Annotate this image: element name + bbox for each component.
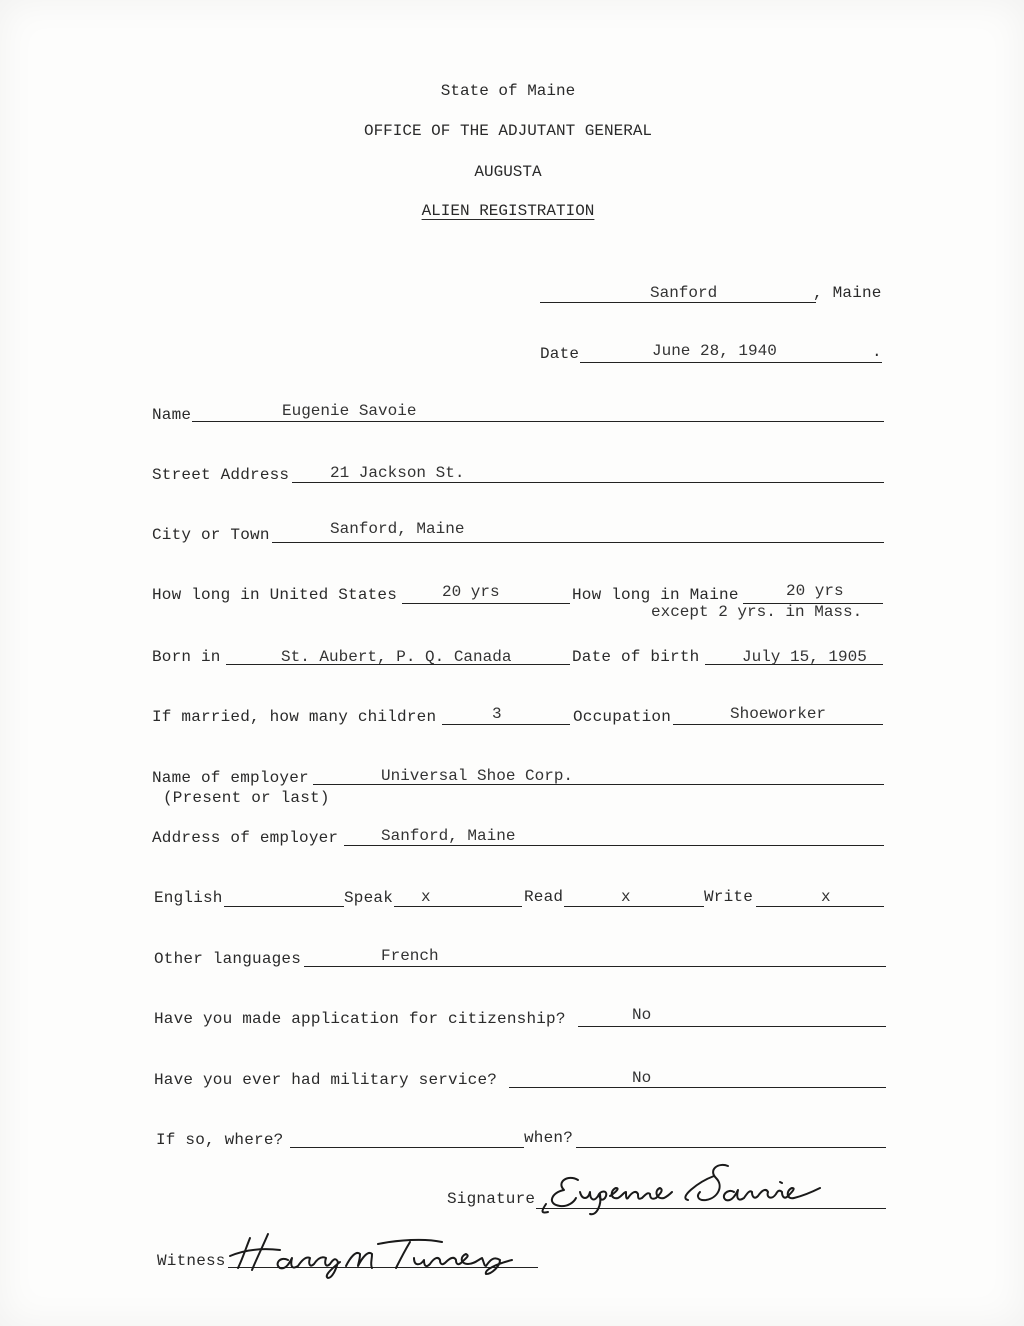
date-end: .: [872, 343, 882, 361]
military-line: [509, 1087, 886, 1088]
city-heading: AUGUSTA: [474, 163, 542, 181]
speak-label: Speak: [344, 889, 394, 907]
where-line: [290, 1147, 524, 1148]
city-label: City or Town: [152, 526, 270, 544]
write-label: Write: [704, 888, 754, 906]
state-heading: State of Maine: [440, 82, 576, 100]
where-label: If so, where?: [156, 1131, 284, 1149]
employer-address-value: Sanford, Maine: [381, 827, 516, 845]
signature-label: Signature: [447, 1190, 536, 1208]
applicant-signature: [538, 1158, 828, 1218]
citizenship-value: No: [632, 1006, 652, 1024]
us-duration-label: How long in United States: [152, 586, 398, 604]
us-duration-line: [402, 603, 570, 604]
when-line: [576, 1147, 886, 1148]
born-in-value: St. Aubert, P. Q. Canada: [281, 648, 512, 666]
citizenship-label: Have you made application for citizenship?: [154, 1010, 566, 1028]
write-value: x: [821, 888, 831, 906]
speak-line: [394, 906, 522, 907]
maine-duration-value: 20 yrs: [786, 582, 844, 600]
maine-duration-note: except 2 yrs. in Mass.: [651, 603, 863, 621]
location-line: [540, 302, 816, 303]
office-heading: OFFICE OF THE ADJUTANT GENERAL: [363, 122, 653, 140]
employer-address-line: [344, 845, 884, 846]
occupation-value: Shoeworker: [730, 705, 827, 723]
street-address-value: 21 Jackson St.: [330, 464, 465, 482]
street-address-line: [292, 482, 884, 483]
name-line: [192, 421, 884, 422]
witness-label: Witness: [157, 1252, 226, 1270]
military-value: No: [632, 1069, 652, 1087]
city-line: [272, 542, 884, 543]
citizenship-line: [578, 1026, 886, 1027]
occupation-label: Occupation: [573, 708, 672, 726]
military-label: Have you ever had military service?: [154, 1071, 498, 1089]
write-line: [756, 906, 884, 907]
city-value: Sanford, Maine: [330, 520, 465, 538]
form-title: ALIEN REGISTRATION: [421, 202, 595, 220]
other-languages-value: French: [381, 947, 439, 965]
born-in-label: Born in: [152, 648, 221, 666]
employer-value: Universal Shoe Corp.: [381, 767, 574, 785]
name-label: Name: [152, 406, 192, 424]
read-value: x: [621, 888, 631, 906]
maine-duration-label: How long in Maine: [572, 586, 739, 604]
date-value: June 28, 1940: [652, 342, 777, 360]
children-label: If married, how many children: [152, 708, 437, 726]
children-value: 3: [492, 705, 502, 723]
dob-label: Date of birth: [572, 648, 700, 666]
children-line: [442, 724, 570, 725]
read-line: [564, 906, 704, 907]
name-value: Eugenie Savoie: [282, 402, 417, 420]
witness-signature: [228, 1230, 518, 1280]
employer-address-label: Address of employer: [152, 829, 339, 847]
date-label: Date: [540, 345, 580, 363]
other-languages-line: [304, 966, 886, 967]
location-suffix: , Maine: [813, 284, 882, 302]
employer-sublabel: (Present or last): [163, 789, 330, 807]
us-duration-value: 20 yrs: [442, 583, 500, 601]
english-label: English: [154, 889, 223, 907]
location-value: Sanford: [650, 284, 718, 302]
english-line: [224, 906, 344, 907]
speak-value: x: [421, 888, 431, 906]
employer-label: Name of employer: [152, 769, 309, 787]
dob-value: July 15, 1905: [742, 648, 867, 666]
date-line: [580, 362, 882, 363]
when-label: when?: [524, 1129, 574, 1147]
other-languages-label: Other languages: [154, 950, 302, 968]
read-label: Read: [524, 888, 564, 906]
occupation-line: [673, 724, 883, 725]
street-address-label: Street Address: [152, 466, 290, 484]
